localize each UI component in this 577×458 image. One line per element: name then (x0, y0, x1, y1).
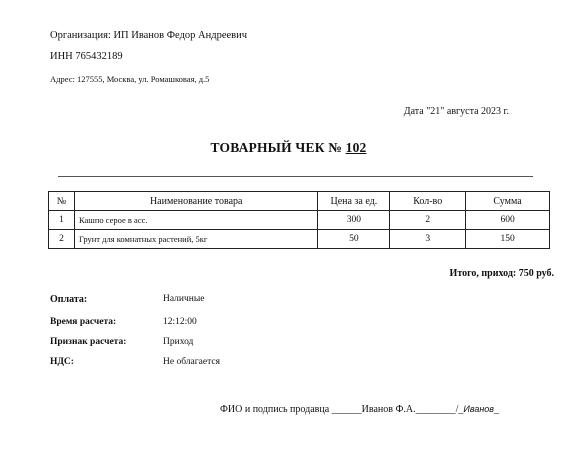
column-header-sum: Сумма (466, 192, 550, 211)
cell-sum: 150 (466, 230, 550, 249)
vat-label: НДС: (50, 357, 74, 367)
cell-quantity: 3 (390, 230, 466, 249)
inn-line: ИНН 765432189 (50, 51, 123, 62)
cell-number: 1 (49, 211, 75, 230)
column-header-quantity: Кол-во (390, 192, 466, 211)
cell-name: Кашпо серое в асс. (74, 211, 317, 230)
handwritten-signature: Иванов (463, 404, 494, 414)
signature-caption: ФИО и подпись продавца ______Иванов Ф.А.________/_ (220, 404, 464, 415)
items-table (48, 191, 550, 249)
payment-label: Оплата: (50, 294, 88, 305)
receipt-title-prefix: ТОВАРНЫЙ ЧЕК № (210, 140, 343, 155)
cell-quantity: 2 (390, 211, 466, 230)
column-header-number: № (49, 192, 75, 211)
receipt-number: 102 (345, 140, 367, 155)
organization-line: Организация: ИП Иванов Федор Андреевич (50, 30, 248, 41)
calculation-type-label: Признак расчета: (50, 337, 127, 347)
vat-value: Не облагается (163, 357, 220, 367)
receipt-total: Итого, приход: 750 руб. (449, 268, 554, 279)
receipt-title (0, 140, 577, 156)
time-value: 12:12:00 (163, 317, 197, 327)
cell-number: 2 (49, 230, 75, 249)
cell-name: Грунт для комнатных растений, 5кг (74, 230, 317, 249)
receipt-date: Дата "21" августа 2023 г. (403, 106, 509, 117)
column-header-price: Цена за ед. (318, 192, 390, 211)
calculation-type-value: Приход (163, 337, 194, 347)
seller-signature-line (220, 404, 499, 415)
payment-value: Наличные (163, 294, 205, 304)
table-header-row (49, 192, 550, 211)
cell-price: 50 (318, 230, 390, 249)
table-row (49, 230, 550, 249)
title-divider (58, 176, 533, 177)
cell-sum: 600 (466, 211, 550, 230)
column-header-name: Наименование товара (74, 192, 317, 211)
time-label: Время расчета: (50, 317, 117, 327)
signature-suffix: _ (493, 404, 499, 415)
table-row (49, 211, 550, 230)
cell-price: 300 (318, 211, 390, 230)
address-line: Адрес: 127555, Москва, ул. Ромашковая, д.5 (50, 74, 210, 84)
